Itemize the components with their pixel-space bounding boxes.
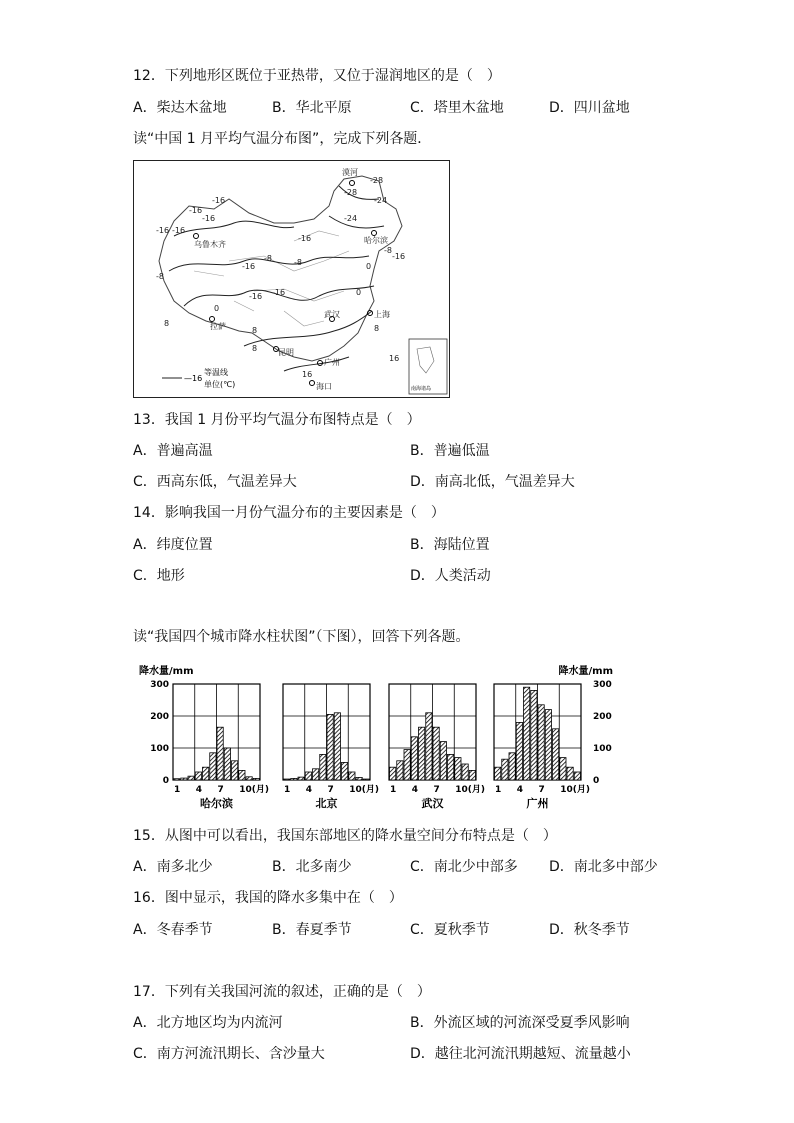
city-marker xyxy=(310,381,315,386)
chart-2-bar-4 xyxy=(305,772,311,780)
chart-1-bar-7 xyxy=(217,727,223,780)
china-january-temperature-map xyxy=(133,160,450,398)
isotherm-label: -16 xyxy=(202,214,216,223)
isotherm-label: 8 xyxy=(164,319,170,328)
q12-option-d[interactable]: D．四川盆地 xyxy=(549,100,630,116)
chart-4-x-tick: 10(月) xyxy=(560,785,591,795)
question-13-stem: 13．我国 1 月份平均气温分布图特点是（ ） xyxy=(133,412,421,428)
city-marker xyxy=(350,181,355,186)
chart-3-bar-5 xyxy=(419,727,425,780)
map-drawing xyxy=(134,161,451,399)
isotherm-label: -8 xyxy=(384,246,392,255)
chart-3-bar-1 xyxy=(390,767,396,780)
q14-option-b[interactable]: B．海陆位置 xyxy=(410,537,490,553)
q15-option-c[interactable]: C．南北少中部多 xyxy=(410,859,518,875)
chart-2-bar-6 xyxy=(320,754,326,780)
q17-option-c[interactable]: C．南方河流汛期长、含沙量大 xyxy=(133,1046,325,1062)
chart-4-y-tick: 300 xyxy=(593,680,612,690)
isotherm-label: -8 xyxy=(294,258,302,267)
chart-2-bar-1 xyxy=(284,779,290,780)
chart-4-bar-3 xyxy=(509,753,515,780)
isotherm-label: -16 xyxy=(172,226,186,235)
chart-4-title: 广州 xyxy=(526,797,549,810)
q17-option-b[interactable]: B．外流区域的河流深受夏季风影响 xyxy=(410,1015,630,1031)
city-label-haikou: 海口 xyxy=(316,382,332,391)
chart-4-x-tick: 1 xyxy=(495,785,502,795)
precipitation-charts-svg xyxy=(130,658,620,818)
isotherm-label: -16 xyxy=(156,226,170,235)
q13-option-c[interactable]: C．西高东低，气温差异大 xyxy=(133,474,297,490)
chart-4-x-tick: 4 xyxy=(516,785,524,795)
chart-2-bar-12 xyxy=(363,779,369,780)
chart-4-bar-7 xyxy=(538,705,544,780)
city-marker xyxy=(194,234,199,239)
chart-2-bar-7 xyxy=(327,714,333,780)
isotherm-label: -24 xyxy=(344,214,358,223)
isotherm-label: -28 xyxy=(370,176,384,185)
isotherm-label: -8 xyxy=(156,272,164,281)
chart-2-bar-9 xyxy=(342,762,348,780)
chart-1-bar-8 xyxy=(224,748,230,780)
isotherm-label: -16 xyxy=(392,252,406,261)
chart-1-y-label: 降水量/mm xyxy=(139,666,194,677)
city-label-kunming: 昆明 xyxy=(278,348,294,357)
chart-1-bar-6 xyxy=(210,753,216,780)
chart-2-x-tick: 7 xyxy=(327,785,334,795)
inset-note: 南海诸岛 xyxy=(411,386,432,392)
chart-2-bar-5 xyxy=(313,769,319,780)
chart-3-bar-6 xyxy=(426,713,432,780)
chart-4-bar-8 xyxy=(545,710,551,780)
chart-1-bar-3 xyxy=(188,776,194,780)
chart-3-bar-11 xyxy=(462,764,468,780)
isotherm-label: -16 xyxy=(189,206,203,215)
chart-intro: 读“我国四个城市降水柱状图”（下图），回答下列各题。 xyxy=(133,629,470,645)
chart-1-bar-5 xyxy=(203,767,209,780)
q15-option-a[interactable]: A．南多北少 xyxy=(133,859,213,875)
chart-2-bar-10 xyxy=(349,772,355,780)
city-label-urumqi: 乌鲁木齐 xyxy=(194,240,226,249)
chart-1-bar-10 xyxy=(239,770,245,780)
legend-unit: 单位(℃) xyxy=(204,380,236,389)
chart-2-x-tick: 10(月) xyxy=(349,785,380,795)
q13-option-b[interactable]: B．普遍低温 xyxy=(410,443,490,459)
legend-value: —16 xyxy=(184,374,203,383)
q12-option-a[interactable]: A．柴达木盆地 xyxy=(133,100,227,116)
q15-option-d[interactable]: D．南北多中部少 xyxy=(549,859,658,875)
city-marker xyxy=(372,231,377,236)
isotherm-label: 8 xyxy=(252,326,258,335)
chart-2-bar-8 xyxy=(334,713,340,780)
q13-option-d[interactable]: D．南高北低，气温差异大 xyxy=(410,474,575,490)
chart-4-bar-5 xyxy=(524,687,530,780)
isotherm-label: 0 xyxy=(366,262,372,271)
q12-option-c[interactable]: C．塔里木盆地 xyxy=(410,100,504,116)
isotherm-label: 0 xyxy=(214,304,220,313)
q15-option-b[interactable]: B．北多南少 xyxy=(272,859,352,875)
isotherm-label: -24 xyxy=(374,196,388,205)
chart-4-bar-6 xyxy=(531,690,537,780)
chart-4-y-tick: 200 xyxy=(593,712,612,722)
chart-3-bar-2 xyxy=(397,761,403,780)
isotherm-label: -28 xyxy=(344,188,358,197)
city-marker xyxy=(210,317,215,322)
chart-1-x-tick: 7 xyxy=(217,785,224,795)
chart-3-bar-3 xyxy=(404,750,410,780)
chart-1-x-tick: 10(月) xyxy=(239,785,270,795)
map-intro: 读“中国 1 月平均气温分布图”，完成下列各题． xyxy=(133,131,432,147)
chart-1-bar-4 xyxy=(195,772,201,780)
city-label-guangzhou: 广州 xyxy=(324,358,340,367)
chart-1-x-tick: 1 xyxy=(174,785,181,795)
chart-3-bar-4 xyxy=(411,737,417,780)
chart-1-bar-11 xyxy=(246,777,252,780)
city-label-shanghai: 上海 xyxy=(374,310,390,319)
chart-3-bar-10 xyxy=(455,758,461,780)
q14-option-c[interactable]: C．地形 xyxy=(133,568,185,584)
q16-option-a[interactable]: A．冬春季节 xyxy=(133,922,213,938)
chart-3-title: 武汉 xyxy=(421,797,444,810)
chart-2-bar-2 xyxy=(291,778,297,780)
chart-1-bar-2 xyxy=(181,778,187,780)
isotherm-label: -16 xyxy=(212,196,226,205)
city-label-wuhan: 武汉 xyxy=(324,310,340,319)
q14-option-a[interactable]: A．纬度位置 xyxy=(133,537,213,553)
q14-option-d[interactable]: D．人类活动 xyxy=(410,568,491,584)
chart-2-bar-3 xyxy=(298,777,304,780)
chart-1-y-tick: 200 xyxy=(150,712,169,722)
chart-3-x-tick: 1 xyxy=(390,785,397,795)
q16-option-c[interactable]: C．夏秋季节 xyxy=(410,922,490,938)
chart-4-bar-1 xyxy=(495,767,501,780)
chart-4-bar-2 xyxy=(502,759,508,780)
precipitation-charts xyxy=(130,658,620,818)
q13-option-a[interactable]: A．普遍高温 xyxy=(133,443,213,459)
isotherm-label: -16 xyxy=(249,292,263,301)
chart-3-x-tick: 4 xyxy=(411,785,419,795)
city-label-harbin: 哈尔滨 xyxy=(364,236,388,245)
q12-option-b[interactable]: B．华北平原 xyxy=(272,100,352,116)
question-16-stem: 16．图中显示，我国的降水多集中在（ ） xyxy=(133,890,403,906)
chart-2-title: 北京 xyxy=(315,797,338,810)
chart-4-x-tick: 7 xyxy=(538,785,545,795)
chart-4-bar-12 xyxy=(574,772,580,780)
chart-3-bar-8 xyxy=(440,742,446,780)
question-15-stem: 15．从图中可以看出，我国东部地区的降水量空间分布特点是（ ） xyxy=(133,828,557,844)
chart-2-bar-11 xyxy=(356,777,362,780)
chart-1-x-tick: 4 xyxy=(195,785,203,795)
chart-4-y-tick: 100 xyxy=(593,744,612,754)
chart-1-y-tick: 100 xyxy=(150,744,169,754)
city-label-mohe: 漠河 xyxy=(342,168,358,177)
isotherm-label: 0 xyxy=(356,288,362,297)
isotherm-label: 8 xyxy=(252,344,258,353)
chart-1-bar-12 xyxy=(253,778,259,780)
chart-4-bar-4 xyxy=(516,722,522,780)
q16-option-d[interactable]: D．秋冬季节 xyxy=(549,922,630,938)
chart-1-y-tick: 300 xyxy=(150,680,169,690)
q17-option-a[interactable]: A．北方地区均为内流河 xyxy=(133,1015,283,1031)
city-label-lhasa: 拉萨 xyxy=(210,322,226,331)
isotherm-label: -16 xyxy=(242,262,256,271)
chart-2-x-tick: 1 xyxy=(284,785,291,795)
chart-1-title: 哈尔滨 xyxy=(200,797,233,810)
chart-4-y-label: 降水量/mm xyxy=(558,666,613,677)
isotherm-label: -8 xyxy=(264,254,272,263)
chart-1-y-tick: 0 xyxy=(162,776,169,786)
chart-4-bar-9 xyxy=(553,729,559,780)
chart-3-bar-12 xyxy=(469,770,475,780)
legend-label: 等温线 xyxy=(204,368,228,377)
isotherm-label: 16 xyxy=(302,370,313,379)
chart-4-bar-11 xyxy=(567,767,573,780)
q17-option-d[interactable]: D．越往北河流汛期越短、流量越小 xyxy=(410,1046,631,1062)
isotherm-label: 8 xyxy=(374,324,380,333)
chart-3-x-tick: 10(月) xyxy=(455,785,486,795)
question-12-stem: 12．下列地形区既位于亚热带，又位于湿润地区的是（ ） xyxy=(133,68,501,84)
isotherm-label: -16 xyxy=(272,288,286,297)
isotherm-label: -16 xyxy=(298,234,312,243)
chart-2-x-tick: 4 xyxy=(305,785,313,795)
chart-3-bar-7 xyxy=(433,727,439,780)
chart-4-bar-10 xyxy=(560,758,566,780)
q16-option-b[interactable]: B．春夏季节 xyxy=(272,922,352,938)
chart-4-y-tick: 0 xyxy=(593,776,600,786)
question-17-stem: 17．下列有关我国河流的叙述，正确的是（ ） xyxy=(133,984,431,1000)
chart-1-bar-9 xyxy=(232,761,238,780)
question-14-stem: 14．影响我国一月份气温分布的主要因素是（ ） xyxy=(133,505,445,521)
chart-3-x-tick: 7 xyxy=(433,785,440,795)
chart-3-bar-9 xyxy=(448,754,454,780)
isotherm-label: 16 xyxy=(389,354,400,363)
chart-1-bar-1 xyxy=(174,779,180,780)
